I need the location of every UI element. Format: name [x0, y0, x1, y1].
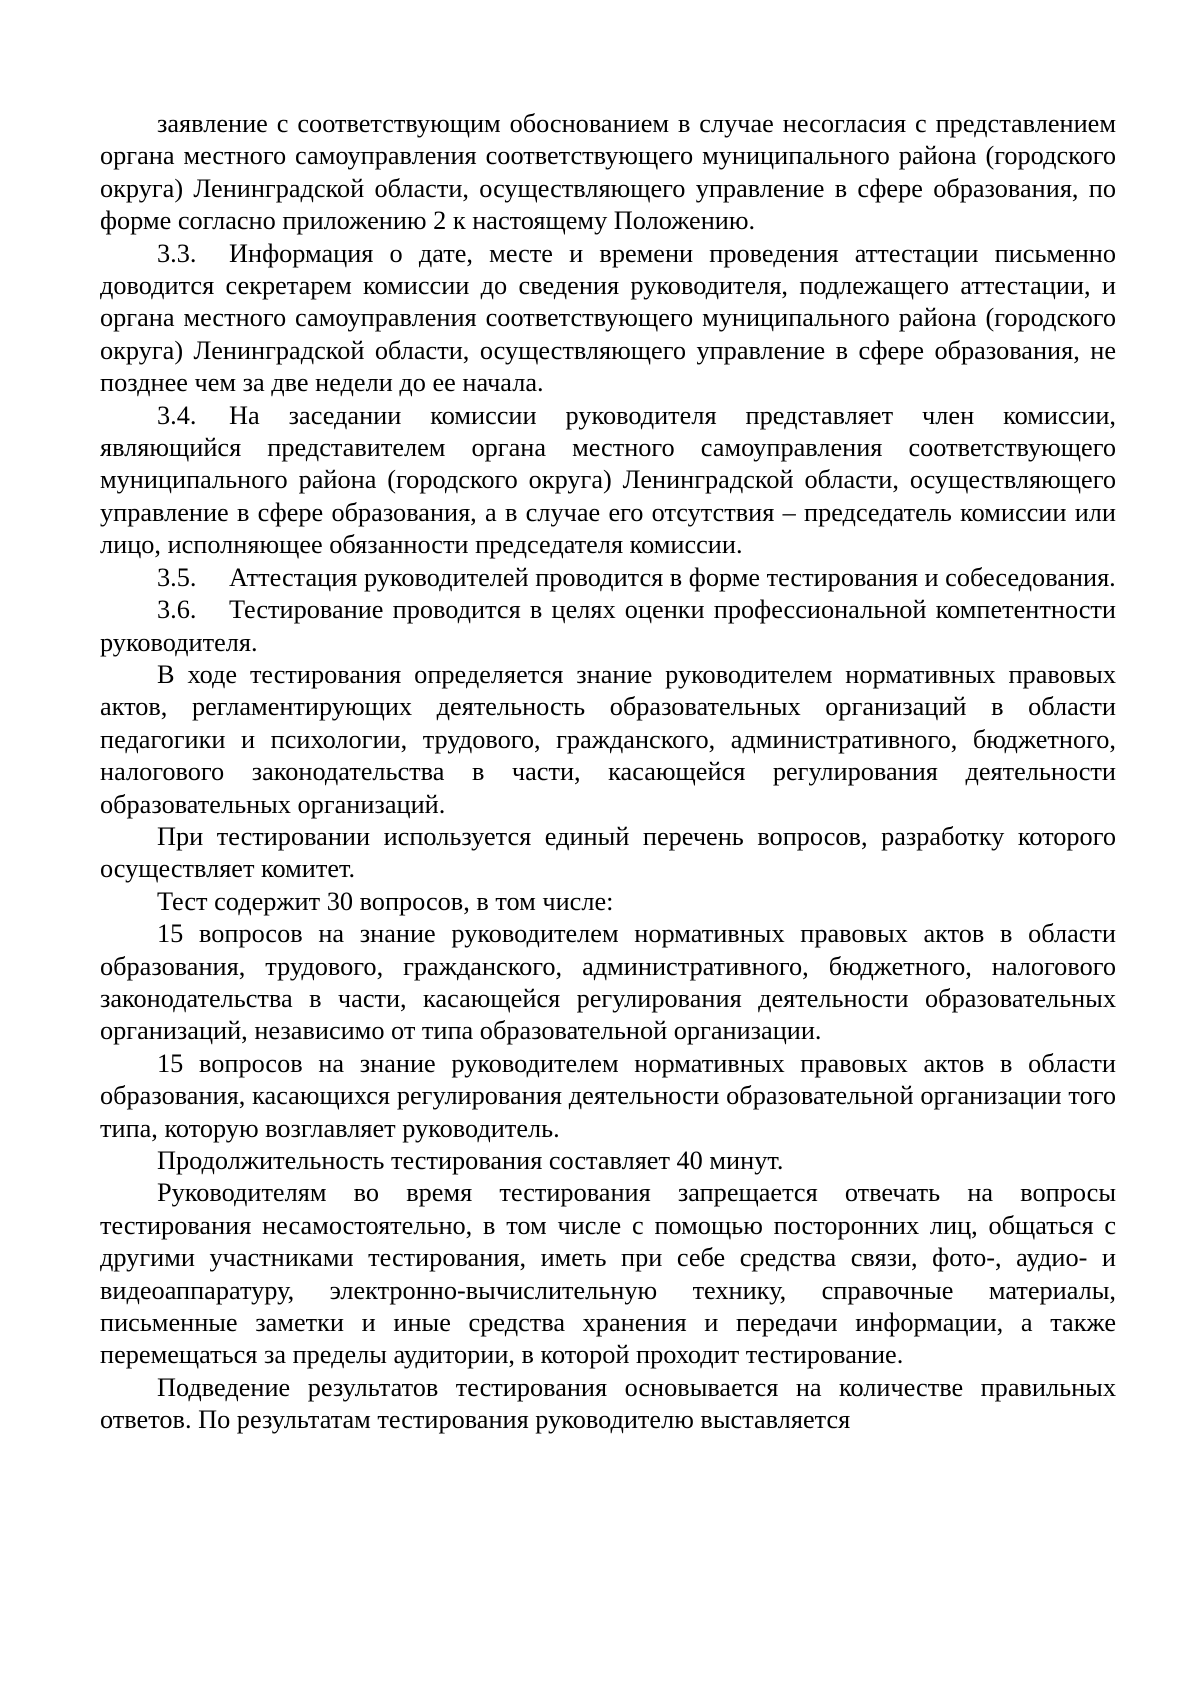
paragraph-text: Тестирование проводится в целях оценки профессиональной компетентности руководителя.: [100, 595, 1116, 657]
paragraph-general-questions: [100, 918, 1116, 1048]
paragraph-text: 15 вопросов на знание руководителем нормативных правовых актов в области образования, касающихся регулирования деятельности образовательной организации того типа, которую возглавляет руководитель.: [100, 1048, 1116, 1143]
paragraph-test-contents: [100, 886, 1116, 918]
paragraph-text: Аттестация руководителей проводится в форме тестирования и собеседования.: [229, 562, 1116, 592]
paragraph-text: При тестировании используется единый перечень вопросов, разработку которого осуществляет комитет.: [100, 821, 1116, 884]
paragraph-restrictions: [100, 1177, 1116, 1371]
paragraph-question-list: [100, 821, 1116, 886]
paragraph-testing-scope: [100, 659, 1116, 821]
paragraph-text: Руководителям во время тестирования запрещается отвечать на вопросы тестирования несамостоятельно, в том числе с помощью посторонних лиц, общаться с другими участниками тестирования, иметь при себе средства связи, фото-, аудио- и видеоаппаратуру, электронно-вычислительную технику, справочные материалы, письменные заметки и иные средства хранения и передачи информации, а также перемещаться за пределы аудитории, в которой проходит тестирование.: [100, 1178, 1116, 1370]
paragraph-number: 3.4.: [157, 400, 197, 430]
paragraph-text: Подведение результатов тестирования основывается на количестве правильных ответов. По результатам тестирования руководителю выставляется: [100, 1372, 1116, 1435]
paragraph-continuation: [100, 108, 1116, 238]
paragraph-text: Продолжительность тестирования составляет 40 минут.: [157, 1146, 784, 1175]
paragraph-text: заявление с соответствующим обоснованием в случае несогласия с представлением органа местного самоуправления соответствующего муниципального района (городского округа) Ленинградской области, осуществляющего управление в сфере образования, по форме согласно приложению 2 к настоящему Положению.: [100, 109, 1116, 236]
paragraph-number: 3.3.: [157, 238, 197, 268]
paragraph-text: В ходе тестирования определяется знание руководителем нормативных правовых актов, регламентирующих деятельность образовательных организаций в области педагогики и психологии, трудового, гражданского, административного, бюджетного, налогового законодательства в части, касающейся регулирования деятельности образовательных организаций.: [100, 659, 1116, 819]
paragraph-type-questions: [100, 1048, 1116, 1145]
paragraph-3-4: [100, 400, 1116, 562]
paragraph-3-5: [100, 562, 1116, 594]
paragraph-results: [100, 1372, 1116, 1437]
paragraph-text: На заседании комиссии руководителя представляет член комиссии, являющийся представителем органа местного самоуправления соответствующего муниципального района (городского округа) Ленинградской области, осуществляющего управление в сфере образования, а в случае его отсутствия – председатель комиссии или лицо, исполняющее обязанности председателя комиссии.: [100, 400, 1116, 560]
paragraph-duration: [100, 1145, 1116, 1177]
paragraph-number: 3.5.: [157, 562, 197, 592]
paragraph-3-6: [100, 594, 1116, 659]
paragraph-text: Информация о дате, месте и времени проведения аттестации письменно доводится секретарем комиссии до сведения руководителя, подлежащего аттестации, и органа местного самоуправления соответствующего муниципального района (городского округа) Ленинградской области, осуществляющего управление в сфере образования, не позднее чем за две недели до ее начала.: [100, 238, 1116, 398]
paragraph-text: 15 вопросов на знание руководителем нормативных правовых актов в области образования, трудового, гражданского, административного, бюджетного, налогового законодательства в части, касающейся регулирования деятельности образовательных организаций, независимо от типа образовательной организации.: [100, 919, 1116, 1046]
paragraph-number: 3.6.: [157, 595, 197, 625]
document-page: [100, 108, 1116, 1437]
paragraph-text: Тест содержит 30 вопросов, в том числе:: [157, 886, 614, 916]
paragraph-3-3: [100, 238, 1116, 400]
